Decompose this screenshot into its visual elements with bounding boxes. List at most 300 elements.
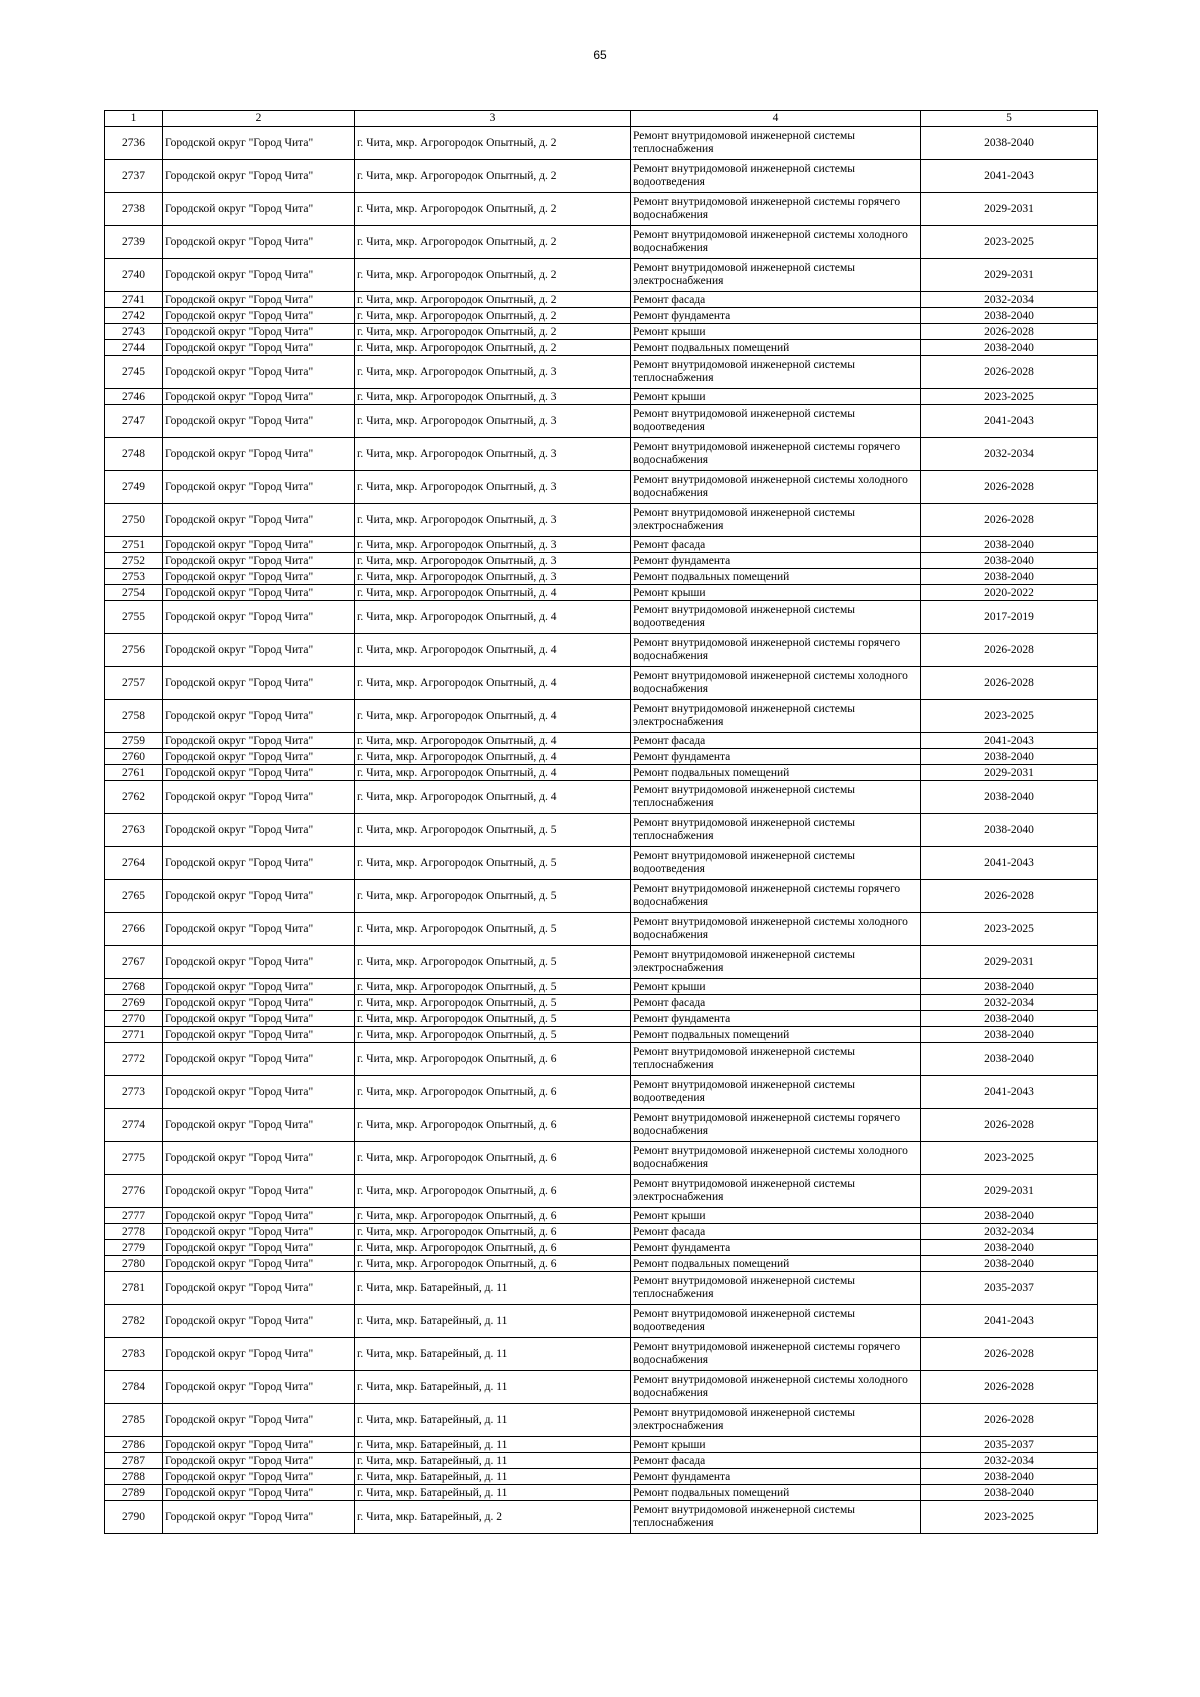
- work-type-cell: Ремонт внутридомовой инженерной системы водоотведения: [631, 405, 921, 438]
- table-row: [105, 634, 1098, 667]
- row-number-cell: 2771: [105, 1027, 163, 1043]
- address-cell: г. Чита, мкр. Батарейный, д. 11: [355, 1338, 631, 1371]
- table-row: [105, 1469, 1098, 1485]
- address-cell: г. Чита, мкр. Агрогородок Опытный, д. 5: [355, 979, 631, 995]
- period-cell: 2038-2040: [921, 1469, 1098, 1485]
- table-row: [105, 1485, 1098, 1501]
- row-number-cell: 2750: [105, 504, 163, 537]
- table-row: [105, 765, 1098, 781]
- address-cell: г. Чита, мкр. Агрогородок Опытный, д. 2: [355, 226, 631, 259]
- work-type-cell: Ремонт внутридомовой инженерной системы горячего водоснабжения: [631, 634, 921, 667]
- row-number-cell: 2784: [105, 1371, 163, 1404]
- table-row: [105, 1272, 1098, 1305]
- row-number-cell: 2736: [105, 127, 163, 160]
- table-row: [105, 504, 1098, 537]
- address-cell: г. Чита, мкр. Агрогородок Опытный, д. 5: [355, 1027, 631, 1043]
- row-number-cell: 2772: [105, 1043, 163, 1076]
- row-number-cell: 2739: [105, 226, 163, 259]
- work-type-cell: Ремонт внутридомовой инженерной системы холодного водоснабжения: [631, 226, 921, 259]
- municipality-cell: Городской округ "Город Чита": [163, 1224, 355, 1240]
- period-cell: 2041-2043: [921, 1076, 1098, 1109]
- table-row: [105, 553, 1098, 569]
- address-cell: г. Чита, мкр. Агрогородок Опытный, д. 4: [355, 667, 631, 700]
- period-cell: 2029-2031: [921, 946, 1098, 979]
- work-type-cell: Ремонт внутридомовой инженерной системы горячего водоснабжения: [631, 880, 921, 913]
- row-number-cell: 2790: [105, 1501, 163, 1534]
- municipality-cell: Городской округ "Город Чита": [163, 1305, 355, 1338]
- period-cell: 2038-2040: [921, 814, 1098, 847]
- row-number-cell: 2763: [105, 814, 163, 847]
- work-type-cell: Ремонт внутридомовой инженерной системы теплоснабжения: [631, 127, 921, 160]
- period-cell: 2038-2040: [921, 569, 1098, 585]
- municipality-cell: Городской округ "Город Чита": [163, 585, 355, 601]
- table-row: [105, 1076, 1098, 1109]
- period-cell: 2026-2028: [921, 356, 1098, 389]
- table-row: [105, 471, 1098, 504]
- municipality-cell: Городской округ "Город Чита": [163, 1027, 355, 1043]
- period-cell: 2038-2040: [921, 1043, 1098, 1076]
- table-row: [105, 1371, 1098, 1404]
- period-cell: 2038-2040: [921, 781, 1098, 814]
- municipality-cell: Городской округ "Город Чита": [163, 356, 355, 389]
- row-number-cell: 2765: [105, 880, 163, 913]
- table-row: [105, 733, 1098, 749]
- row-number-cell: 2773: [105, 1076, 163, 1109]
- table-row: [105, 308, 1098, 324]
- address-cell: г. Чита, мкр. Агрогородок Опытный, д. 5: [355, 880, 631, 913]
- period-cell: 2035-2037: [921, 1272, 1098, 1305]
- row-number-cell: 2787: [105, 1453, 163, 1469]
- row-number-cell: 2755: [105, 601, 163, 634]
- table-row: [105, 749, 1098, 765]
- address-cell: г. Чита, мкр. Агрогородок Опытный, д. 2: [355, 160, 631, 193]
- address-cell: г. Чита, мкр. Агрогородок Опытный, д. 6: [355, 1256, 631, 1272]
- address-cell: г. Чита, мкр. Агрогородок Опытный, д. 2: [355, 292, 631, 308]
- address-cell: г. Чита, мкр. Агрогородок Опытный, д. 3: [355, 569, 631, 585]
- municipality-cell: Городской округ "Город Чита": [163, 193, 355, 226]
- work-type-cell: Ремонт фундамента: [631, 749, 921, 765]
- period-cell: 2029-2031: [921, 1175, 1098, 1208]
- municipality-cell: Городской округ "Город Чита": [163, 1501, 355, 1534]
- address-cell: г. Чита, мкр. Батарейный, д. 11: [355, 1437, 631, 1453]
- row-number-cell: 2757: [105, 667, 163, 700]
- work-type-cell: Ремонт внутридомовой инженерной системы горячего водоснабжения: [631, 438, 921, 471]
- period-cell: 2026-2028: [921, 634, 1098, 667]
- work-type-cell: Ремонт внутридомовой инженерной системы электроснабжения: [631, 1404, 921, 1437]
- works-table: [104, 110, 1098, 1534]
- table-row: [105, 781, 1098, 814]
- municipality-cell: Городской округ "Город Чита": [163, 913, 355, 946]
- table-row: [105, 1109, 1098, 1142]
- row-number-cell: 2756: [105, 634, 163, 667]
- period-cell: 2023-2025: [921, 700, 1098, 733]
- table-row: [105, 880, 1098, 913]
- municipality-cell: Городской округ "Город Чита": [163, 340, 355, 356]
- work-type-cell: Ремонт фасада: [631, 733, 921, 749]
- table-row: [105, 995, 1098, 1011]
- row-number-cell: 2741: [105, 292, 163, 308]
- row-number-cell: 2745: [105, 356, 163, 389]
- table-row: [105, 979, 1098, 995]
- address-cell: г. Чита, мкр. Агрогородок Опытный, д. 5: [355, 913, 631, 946]
- work-type-cell: Ремонт внутридомовой инженерной системы электроснабжения: [631, 504, 921, 537]
- address-cell: г. Чита, мкр. Агрогородок Опытный, д. 4: [355, 585, 631, 601]
- address-cell: г. Чита, мкр. Агрогородок Опытный, д. 5: [355, 946, 631, 979]
- period-cell: 2035-2037: [921, 1437, 1098, 1453]
- work-type-cell: Ремонт внутридомовой инженерной системы холодного водоснабжения: [631, 913, 921, 946]
- work-type-cell: Ремонт подвальных помещений: [631, 1256, 921, 1272]
- period-cell: 2029-2031: [921, 193, 1098, 226]
- period-cell: 2026-2028: [921, 324, 1098, 340]
- address-cell: г. Чита, мкр. Агрогородок Опытный, д. 5: [355, 1011, 631, 1027]
- table-row: [105, 1208, 1098, 1224]
- municipality-cell: Городской округ "Город Чита": [163, 814, 355, 847]
- table-row: [105, 585, 1098, 601]
- address-cell: г. Чита, мкр. Батарейный, д. 11: [355, 1371, 631, 1404]
- period-cell: 2038-2040: [921, 340, 1098, 356]
- row-number-cell: 2777: [105, 1208, 163, 1224]
- period-cell: 2032-2034: [921, 292, 1098, 308]
- address-cell: г. Чита, мкр. Агрогородок Опытный, д. 3: [355, 389, 631, 405]
- work-type-cell: Ремонт внутридомовой инженерной системы теплоснабжения: [631, 814, 921, 847]
- work-type-cell: Ремонт внутридомовой инженерной системы водоотведения: [631, 160, 921, 193]
- municipality-cell: Городской округ "Город Чита": [163, 292, 355, 308]
- municipality-cell: Городской округ "Город Чита": [163, 504, 355, 537]
- work-type-cell: Ремонт внутридомовой инженерной системы теплоснабжения: [631, 1043, 921, 1076]
- work-type-cell: Ремонт внутридомовой инженерной системы холодного водоснабжения: [631, 1142, 921, 1175]
- row-number-cell: 2782: [105, 1305, 163, 1338]
- work-type-cell: Ремонт внутридомовой инженерной системы холодного водоснабжения: [631, 1371, 921, 1404]
- municipality-cell: Городской округ "Город Чита": [163, 1485, 355, 1501]
- period-cell: 2038-2040: [921, 127, 1098, 160]
- address-cell: г. Чита, мкр. Агрогородок Опытный, д. 2: [355, 259, 631, 292]
- table-row: [105, 1453, 1098, 1469]
- row-number-cell: 2744: [105, 340, 163, 356]
- period-cell: 2029-2031: [921, 765, 1098, 781]
- work-type-cell: Ремонт внутридомовой инженерной системы теплоснабжения: [631, 1501, 921, 1534]
- period-cell: 2041-2043: [921, 160, 1098, 193]
- municipality-cell: Городской округ "Город Чита": [163, 1240, 355, 1256]
- work-type-cell: Ремонт внутридомовой инженерной системы горячего водоснабжения: [631, 193, 921, 226]
- municipality-cell: Городской округ "Город Чита": [163, 880, 355, 913]
- table-row: [105, 1501, 1098, 1534]
- municipality-cell: Городской округ "Город Чита": [163, 1109, 355, 1142]
- header-cell: 5: [921, 111, 1098, 127]
- work-type-cell: Ремонт крыши: [631, 1437, 921, 1453]
- municipality-cell: Городской округ "Город Чита": [163, 1011, 355, 1027]
- row-number-cell: 2738: [105, 193, 163, 226]
- period-cell: 2032-2034: [921, 995, 1098, 1011]
- row-number-cell: 2758: [105, 700, 163, 733]
- municipality-cell: Городской округ "Город Чита": [163, 324, 355, 340]
- municipality-cell: Городской округ "Город Чита": [163, 1175, 355, 1208]
- row-number-cell: 2746: [105, 389, 163, 405]
- period-cell: 2023-2025: [921, 389, 1098, 405]
- work-type-cell: Ремонт внутридомовой инженерной системы электроснабжения: [631, 259, 921, 292]
- municipality-cell: Городской округ "Город Чита": [163, 389, 355, 405]
- row-number-cell: 2769: [105, 995, 163, 1011]
- address-cell: г. Чита, мкр. Батарейный, д. 11: [355, 1485, 631, 1501]
- period-cell: 2038-2040: [921, 1027, 1098, 1043]
- period-cell: 2038-2040: [921, 1256, 1098, 1272]
- municipality-cell: Городской округ "Город Чита": [163, 765, 355, 781]
- table-row: [105, 389, 1098, 405]
- row-number-cell: 2767: [105, 946, 163, 979]
- table-row: [105, 160, 1098, 193]
- header-cell: 1: [105, 111, 163, 127]
- municipality-cell: Городской округ "Город Чита": [163, 946, 355, 979]
- work-type-cell: Ремонт фундамента: [631, 1469, 921, 1485]
- row-number-cell: 2760: [105, 749, 163, 765]
- work-type-cell: Ремонт внутридомовой инженерной системы теплоснабжения: [631, 356, 921, 389]
- table-header-row: [105, 111, 1098, 127]
- municipality-cell: Городской округ "Город Чита": [163, 601, 355, 634]
- period-cell: 2038-2040: [921, 1208, 1098, 1224]
- row-number-cell: 2740: [105, 259, 163, 292]
- page-number: 65: [593, 48, 607, 62]
- work-type-cell: Ремонт фундамента: [631, 1011, 921, 1027]
- address-cell: г. Чита, мкр. Агрогородок Опытный, д. 6: [355, 1043, 631, 1076]
- table-row: [105, 324, 1098, 340]
- address-cell: г. Чита, мкр. Агрогородок Опытный, д. 4: [355, 749, 631, 765]
- work-type-cell: Ремонт внутридомовой инженерной системы холодного водоснабжения: [631, 667, 921, 700]
- address-cell: г. Чита, мкр. Агрогородок Опытный, д. 3: [355, 553, 631, 569]
- row-number-cell: 2788: [105, 1469, 163, 1485]
- table-row: [105, 1011, 1098, 1027]
- table-row: [105, 226, 1098, 259]
- table-row: [105, 1338, 1098, 1371]
- period-cell: 2017-2019: [921, 601, 1098, 634]
- period-cell: 2041-2043: [921, 405, 1098, 438]
- work-type-cell: Ремонт крыши: [631, 979, 921, 995]
- address-cell: г. Чита, мкр. Агрогородок Опытный, д. 6: [355, 1076, 631, 1109]
- address-cell: г. Чита, мкр. Агрогородок Опытный, д. 2: [355, 308, 631, 324]
- address-cell: г. Чита, мкр. Агрогородок Опытный, д. 6: [355, 1224, 631, 1240]
- address-cell: г. Чита, мкр. Батарейный, д. 11: [355, 1469, 631, 1485]
- period-cell: 2038-2040: [921, 308, 1098, 324]
- work-type-cell: Ремонт фундамента: [631, 553, 921, 569]
- period-cell: 2026-2028: [921, 1109, 1098, 1142]
- period-cell: 2038-2040: [921, 1240, 1098, 1256]
- period-cell: 2032-2034: [921, 438, 1098, 471]
- address-cell: г. Чита, мкр. Батарейный, д. 11: [355, 1404, 631, 1437]
- row-number-cell: 2753: [105, 569, 163, 585]
- address-cell: г. Чита, мкр. Агрогородок Опытный, д. 4: [355, 765, 631, 781]
- table-row: [105, 814, 1098, 847]
- table-row: [105, 700, 1098, 733]
- table-row: [105, 127, 1098, 160]
- work-type-cell: Ремонт фасада: [631, 537, 921, 553]
- municipality-cell: Городской округ "Город Чита": [163, 569, 355, 585]
- work-type-cell: Ремонт подвальных помещений: [631, 1027, 921, 1043]
- address-cell: г. Чита, мкр. Агрогородок Опытный, д. 3: [355, 537, 631, 553]
- address-cell: г. Чита, мкр. Агрогородок Опытный, д. 2: [355, 340, 631, 356]
- work-type-cell: Ремонт крыши: [631, 1208, 921, 1224]
- municipality-cell: Городской округ "Город Чита": [163, 847, 355, 880]
- work-type-cell: Ремонт внутридомовой инженерной системы теплоснабжения: [631, 1272, 921, 1305]
- address-cell: г. Чита, мкр. Агрогородок Опытный, д. 6: [355, 1240, 631, 1256]
- work-type-cell: Ремонт внутридомовой инженерной системы электроснабжения: [631, 700, 921, 733]
- municipality-cell: Городской округ "Город Чита": [163, 1256, 355, 1272]
- work-type-cell: Ремонт фасада: [631, 995, 921, 1011]
- period-cell: 2023-2025: [921, 913, 1098, 946]
- municipality-cell: Городской округ "Город Чита": [163, 1404, 355, 1437]
- address-cell: г. Чита, мкр. Агрогородок Опытный, д. 3: [355, 356, 631, 389]
- table-row: [105, 1043, 1098, 1076]
- municipality-cell: Городской округ "Город Чита": [163, 1453, 355, 1469]
- row-number-cell: 2785: [105, 1404, 163, 1437]
- work-type-cell: Ремонт фасада: [631, 1453, 921, 1469]
- table-row: [105, 913, 1098, 946]
- table-row: [105, 1437, 1098, 1453]
- table-row: [105, 1142, 1098, 1175]
- row-number-cell: 2751: [105, 537, 163, 553]
- period-cell: 2023-2025: [921, 1501, 1098, 1534]
- work-type-cell: Ремонт внутридомовой инженерной системы электроснабжения: [631, 946, 921, 979]
- row-number-cell: 2774: [105, 1109, 163, 1142]
- period-cell: 2038-2040: [921, 979, 1098, 995]
- row-number-cell: 2759: [105, 733, 163, 749]
- municipality-cell: Городской округ "Город Чита": [163, 553, 355, 569]
- address-cell: г. Чита, мкр. Агрогородок Опытный, д. 6: [355, 1175, 631, 1208]
- municipality-cell: Городской округ "Город Чита": [163, 1371, 355, 1404]
- municipality-cell: Городской округ "Город Чита": [163, 259, 355, 292]
- row-number-cell: 2749: [105, 471, 163, 504]
- period-cell: 2038-2040: [921, 537, 1098, 553]
- table-row: [105, 667, 1098, 700]
- period-cell: 2038-2040: [921, 1485, 1098, 1501]
- row-number-cell: 2762: [105, 781, 163, 814]
- period-cell: 2026-2028: [921, 1338, 1098, 1371]
- period-cell: 2026-2028: [921, 471, 1098, 504]
- municipality-cell: Городской округ "Город Чита": [163, 700, 355, 733]
- work-type-cell: Ремонт крыши: [631, 324, 921, 340]
- work-type-cell: Ремонт фундамента: [631, 1240, 921, 1256]
- address-cell: г. Чита, мкр. Агрогородок Опытный, д. 3: [355, 438, 631, 471]
- period-cell: 2026-2028: [921, 667, 1098, 700]
- address-cell: г. Чита, мкр. Агрогородок Опытный, д. 3: [355, 504, 631, 537]
- row-number-cell: 2786: [105, 1437, 163, 1453]
- work-type-cell: Ремонт внутридомовой инженерной системы теплоснабжения: [631, 781, 921, 814]
- municipality-cell: Городской округ "Город Чита": [163, 979, 355, 995]
- table-row: [105, 292, 1098, 308]
- municipality-cell: Городской округ "Город Чита": [163, 749, 355, 765]
- work-type-cell: Ремонт внутридомовой инженерной системы горячего водоснабжения: [631, 1338, 921, 1371]
- municipality-cell: Городской округ "Город Чита": [163, 1142, 355, 1175]
- address-cell: г. Чита, мкр. Агрогородок Опытный, д. 2: [355, 127, 631, 160]
- work-type-cell: Ремонт внутридомовой инженерной системы водоотведения: [631, 847, 921, 880]
- work-type-cell: Ремонт внутридомовой инженерной системы электроснабжения: [631, 1175, 921, 1208]
- municipality-cell: Городской округ "Город Чита": [163, 781, 355, 814]
- address-cell: г. Чита, мкр. Агрогородок Опытный, д. 3: [355, 405, 631, 438]
- period-cell: 2029-2031: [921, 259, 1098, 292]
- row-number-cell: 2766: [105, 913, 163, 946]
- municipality-cell: Городской округ "Город Чита": [163, 1272, 355, 1305]
- row-number-cell: 2779: [105, 1240, 163, 1256]
- period-cell: 2041-2043: [921, 847, 1098, 880]
- work-type-cell: Ремонт подвальных помещений: [631, 765, 921, 781]
- address-cell: г. Чита, мкр. Агрогородок Опытный, д. 5: [355, 814, 631, 847]
- row-number-cell: 2748: [105, 438, 163, 471]
- work-type-cell: Ремонт подвальных помещений: [631, 1485, 921, 1501]
- address-cell: г. Чита, мкр. Агрогородок Опытный, д. 4: [355, 700, 631, 733]
- municipality-cell: Городской округ "Город Чита": [163, 226, 355, 259]
- municipality-cell: Городской округ "Город Чита": [163, 471, 355, 504]
- address-cell: г. Чита, мкр. Агрогородок Опытный, д. 5: [355, 995, 631, 1011]
- row-number-cell: 2752: [105, 553, 163, 569]
- table-row: [105, 438, 1098, 471]
- municipality-cell: Городской округ "Город Чита": [163, 1338, 355, 1371]
- address-cell: г. Чита, мкр. Агрогородок Опытный, д. 5: [355, 847, 631, 880]
- municipality-cell: Городской округ "Город Чита": [163, 995, 355, 1011]
- table-row: [105, 1404, 1098, 1437]
- address-cell: г. Чита, мкр. Батарейный, д. 11: [355, 1453, 631, 1469]
- address-cell: г. Чита, мкр. Агрогородок Опытный, д. 4: [355, 733, 631, 749]
- address-cell: г. Чита, мкр. Агрогородок Опытный, д. 4: [355, 601, 631, 634]
- period-cell: 2038-2040: [921, 553, 1098, 569]
- address-cell: г. Чита, мкр. Агрогородок Опытный, д. 4: [355, 634, 631, 667]
- municipality-cell: Городской округ "Город Чита": [163, 733, 355, 749]
- row-number-cell: 2747: [105, 405, 163, 438]
- period-cell: 2041-2043: [921, 1305, 1098, 1338]
- row-number-cell: 2783: [105, 1338, 163, 1371]
- municipality-cell: Городской округ "Город Чита": [163, 405, 355, 438]
- work-type-cell: Ремонт внутридомовой инженерной системы водоотведения: [631, 1076, 921, 1109]
- table-row: [105, 1224, 1098, 1240]
- header-cell: 4: [631, 111, 921, 127]
- row-number-cell: 2761: [105, 765, 163, 781]
- address-cell: г. Чита, мкр. Батарейный, д. 11: [355, 1272, 631, 1305]
- municipality-cell: Городской округ "Город Чита": [163, 1208, 355, 1224]
- period-cell: 2032-2034: [921, 1453, 1098, 1469]
- row-number-cell: 2770: [105, 1011, 163, 1027]
- work-type-cell: Ремонт фасада: [631, 1224, 921, 1240]
- address-cell: г. Чита, мкр. Агрогородок Опытный, д. 2: [355, 193, 631, 226]
- work-type-cell: Ремонт внутридомовой инженерной системы горячего водоснабжения: [631, 1109, 921, 1142]
- address-cell: г. Чита, мкр. Батарейный, д. 2: [355, 1501, 631, 1534]
- table-row: [105, 946, 1098, 979]
- municipality-cell: Городской округ "Город Чита": [163, 1043, 355, 1076]
- period-cell: 2038-2040: [921, 749, 1098, 765]
- row-number-cell: 2780: [105, 1256, 163, 1272]
- table-row: [105, 601, 1098, 634]
- period-cell: 2026-2028: [921, 1371, 1098, 1404]
- table-row: [105, 569, 1098, 585]
- address-cell: г. Чита, мкр. Агрогородок Опытный, д. 3: [355, 471, 631, 504]
- row-number-cell: 2778: [105, 1224, 163, 1240]
- work-type-cell: Ремонт подвальных помещений: [631, 569, 921, 585]
- table-row: [105, 405, 1098, 438]
- table-row: [105, 537, 1098, 553]
- municipality-cell: Городской округ "Город Чита": [163, 634, 355, 667]
- period-cell: 2032-2034: [921, 1224, 1098, 1240]
- address-cell: г. Чита, мкр. Агрогородок Опытный, д. 4: [355, 781, 631, 814]
- address-cell: г. Чита, мкр. Агрогородок Опытный, д. 2: [355, 324, 631, 340]
- municipality-cell: Городской округ "Город Чита": [163, 1076, 355, 1109]
- work-type-cell: Ремонт внутридомовой инженерной системы водоотведения: [631, 601, 921, 634]
- period-cell: 2026-2028: [921, 1404, 1098, 1437]
- row-number-cell: 2775: [105, 1142, 163, 1175]
- municipality-cell: Городской округ "Город Чита": [163, 160, 355, 193]
- table-row: [105, 259, 1098, 292]
- municipality-cell: Городской округ "Город Чита": [163, 537, 355, 553]
- table-row: [105, 193, 1098, 226]
- period-cell: 2020-2022: [921, 585, 1098, 601]
- table-row: [105, 847, 1098, 880]
- row-number-cell: 2781: [105, 1272, 163, 1305]
- work-type-cell: Ремонт фасада: [631, 292, 921, 308]
- table-row: [105, 1305, 1098, 1338]
